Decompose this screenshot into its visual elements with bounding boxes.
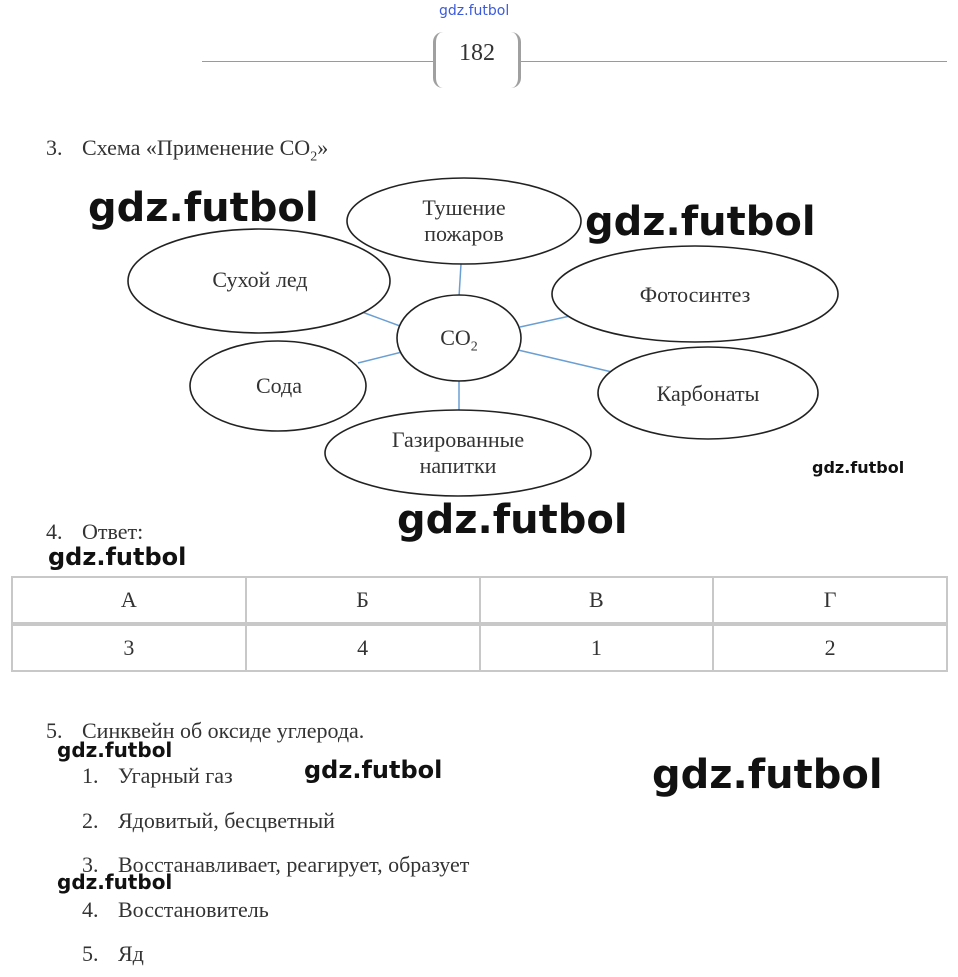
node-photo-label: Фотосинтез	[639, 282, 751, 307]
answer-value-cell: 3	[12, 624, 246, 671]
cinquain-line-2: 2. Ядовитый, бесцветный	[82, 808, 335, 833]
answer-header-cell: В	[480, 577, 714, 624]
connector-fire	[459, 264, 461, 297]
answer-header-cell: Б	[246, 577, 480, 624]
answer-header-cell: Г	[713, 577, 947, 624]
watermark: gdz.futbol	[652, 752, 883, 798]
task5-number: 5.	[46, 718, 63, 743]
watermark-top: gdz.futbol	[439, 3, 510, 19]
node-carbonates-label: Карбонаты	[656, 381, 760, 406]
task4-number: 4.	[46, 519, 63, 544]
cinquain-line-1: 1. Угарный газ	[82, 763, 233, 788]
answer-table	[11, 576, 948, 672]
node-co2-label: $CO_2$	[440, 325, 478, 355]
node-ice-label: Сухой лед	[212, 267, 308, 292]
task4-heading	[46, 519, 143, 545]
task3-number: 3.	[46, 135, 63, 160]
answer-value-cell: 4	[246, 624, 480, 671]
answer-header-cell: А	[12, 577, 246, 624]
task5-title: Синквейн об оксиде углерода.	[82, 718, 365, 743]
watermark: gdz.futbol	[57, 870, 173, 894]
watermark: gdz.futbol	[88, 185, 319, 231]
cinquain-line-5: 5. Яд	[82, 941, 144, 966]
task3-title: Схема «Применение $CO_2$»	[82, 135, 329, 165]
watermark: gdz.futbol	[48, 543, 187, 571]
node-drinks-label: Газированные напитки	[391, 427, 525, 478]
task4-title: Ответ:	[82, 519, 144, 544]
answer-value-cell: 1	[480, 624, 714, 671]
cinquain-line-3: 3. Восстанавливает, реагирует, образует	[82, 852, 470, 877]
node-fire-label: Тушение пожаров	[422, 195, 506, 246]
watermark: gdz.futbol	[397, 497, 628, 543]
watermark: gdz.futbol	[304, 756, 443, 784]
watermark: gdz.futbol	[585, 199, 816, 245]
connector-photo	[520, 316, 570, 327]
connector-soda	[358, 352, 402, 363]
answer-table-value-row	[12, 624, 947, 671]
node-soda-label: Сода	[256, 373, 302, 398]
cinquain-line-4: 4. Восстановитель	[82, 897, 269, 922]
watermark: gdz.futbol	[57, 738, 173, 762]
connector-ice	[362, 312, 400, 326]
answer-table-header-row	[12, 577, 947, 624]
connector-carbonates	[518, 350, 612, 372]
watermark: gdz.futbol	[812, 458, 905, 477]
answer-value-cell: 2	[713, 624, 947, 671]
page-number: 182	[459, 40, 495, 66]
